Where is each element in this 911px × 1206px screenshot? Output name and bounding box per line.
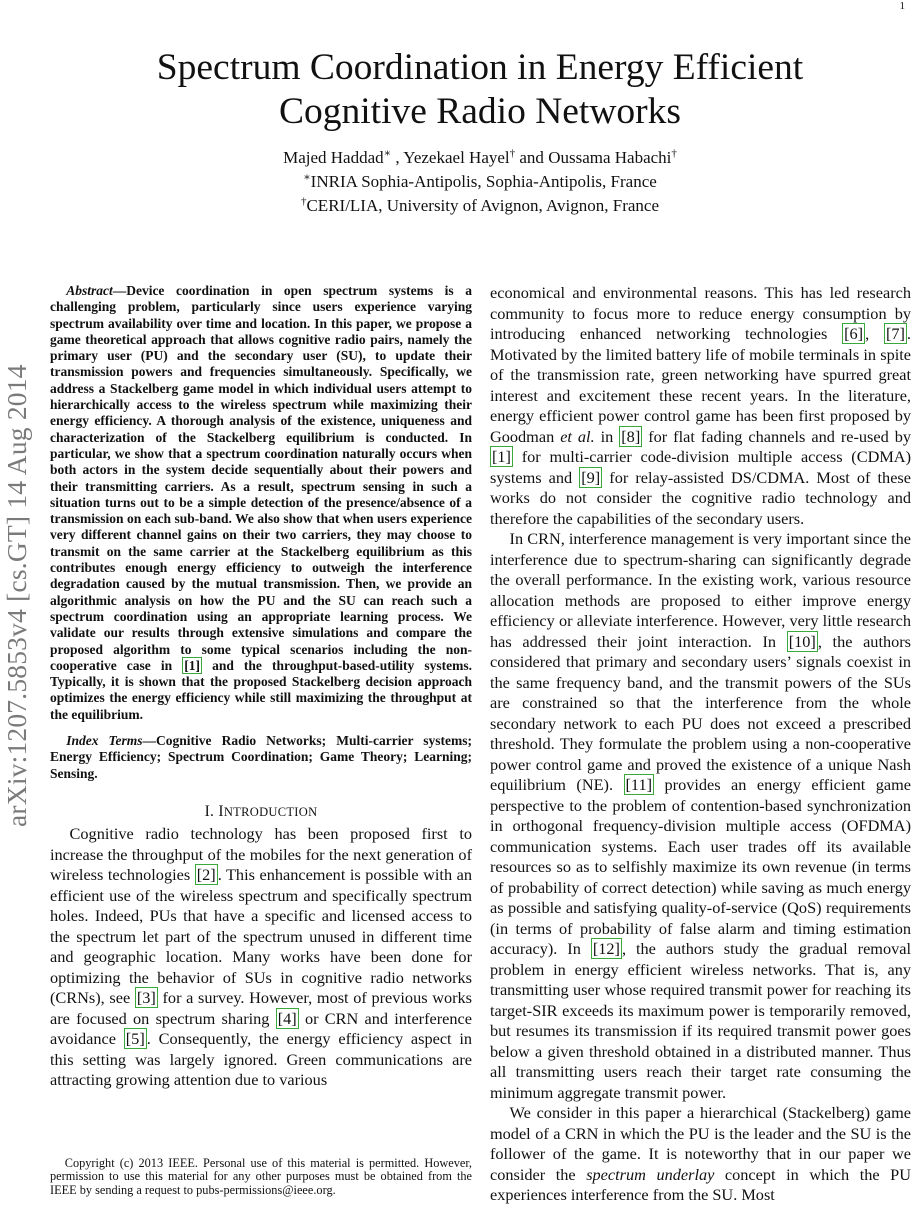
affiliation-mark: ∗ (383, 147, 392, 160)
author-name: Yezekael Hayel (403, 148, 510, 167)
arxiv-identifier-stamp[interactable]: arXiv:1207.5853v4 [cs.GT] 14 Aug 2014 (1, 364, 32, 828)
intro-paragraph-1: Cognitive radio technology has been proposed first to increase the throughput of the mobiles for the next generation of wireless technologies [2] . This enhancement is possible with an efficient use of the wireless spectrum and specifically spectrum holes. Indeed, PUs that have a specific and licensed access to the spectrum let part of the spectrum unused in different time and geographic location. Many works have been done for optimizing the behavior of SUs in cognitive radio networks (CRNs), see [3] for a survey. However, most of previous works are focused on spectrum sharing [4] or CRN and interference avoidance [5] . Consequently, the energy efficiency aspect in this setting was largely ignored. Green communications are attracting growing attention due to various (50, 824, 473, 1090)
title-line-1: Spectrum Coordination in Energy Efficient (156, 47, 804, 88)
copyright-notice: Copyright (c) 2013 IEEE. Personal use of this material is permitted. However, permission to use this material for any other purposes must be obtained from the IEEE by sending a request to pubs-permissions@ieee.org. (50, 1156, 472, 1197)
citation-link[interactable]: [11] (625, 775, 653, 794)
right-column (490, 283, 911, 1206)
author-block (50, 146, 910, 218)
affiliation-mark: † (671, 147, 677, 160)
intro-paragraph-3: We consider in this paper a hierarchical (Stackelberg) game model of a CRN in which the PU is the leader and the SU is the follower of the game. It is noteworthy that in our paper we consider the spectrum underlay concept in which the PU experiences interference from the SU. Most (490, 1103, 911, 1204)
author-name: Majed Haddad (283, 148, 384, 167)
citation-link[interactable]: [1] (492, 447, 511, 466)
affiliation-mark: † (509, 147, 516, 160)
left-column (50, 283, 472, 1091)
citation-link[interactable]: [7] (885, 324, 905, 343)
index-terms-label: Index Terms (66, 733, 143, 749)
intro-paragraph-2: In CRN, interference management is very important since the interference due to spectrum-sharing can significantly degrade the overall performance. In the existing work, various resource allocation methods are proposed to either improve energy efficiency or alleviate interference. However, very little research has addressed their joint interaction. In [10] , the authors considered that primary and secondary users’ signals coexist in the same frequency band, and the transmit powers of the SUs are constrained so that the interference from the whole secondary network to each PU does not exceed a prescribed threshold. They formulate the problem using a non-cooperative power control game and proved the existence of a unique Nash equilibrium (NE). [11] provides an energy efficient game perspective to the problem of contention-based synchronization in orthogonal frequency-division multiple access (OFDMA) communication systems. Each user trades off its available resources so as to selfishly maximize its own revenue (in terms of probability of correct detection) while saving as much energy as possible and satisfying quality-of-service (QoS) requirements (in terms of probability of false alarm and timing estimation accuracy). In [12] , the authors study the gradual removal problem in energy efficient wireless networks. That is, any transmitting user whose required transmit power for reaching its target-SIR exceeds its maximum power is temporarily removed, but resumes its transmission if its required transmit power goes below a given threshold obtained in a distributed manner. Thus all transmitting users reach their target rate consuming the minimum aggregate transmit power. (490, 529, 911, 1102)
citation-link[interactable]: [3] (136, 988, 156, 1008)
author-line: Majed Haddad∗ , Yezekael Hayel† and Oussama Habachi† (283, 147, 677, 167)
citation-link[interactable]: [4] (277, 1008, 297, 1028)
author-name: Oussama Habachi (548, 148, 672, 167)
citation-link[interactable]: [1] (184, 657, 200, 673)
page-number: 1 (899, 0, 905, 12)
affiliation-line: ∗INRIA Sophia-Antipolis, Sophia-Antipolis, France (303, 171, 657, 191)
section-heading-introduction: I. INTRODUCTION (204, 802, 318, 820)
title-line-2: Cognitive Radio Networks (278, 91, 682, 132)
intro-paragraph-1-continued: economical and environmental reasons. This has led research community to focus more to reduce energy consumption by introducing enhanced networking technologies [6] , [7] . Motivated by the limited battery life of mobile terminals in spite of the transmission rate, green networking have spurred great interest and excitement these recent years. In the literature, energy efficient power control game has been first proposed by Goodman et al. in [8] for flat fading channels and re-used by [1] for multi-carrier code-division multiple access (CDMA) systems and [9] for relay-assisted DS/CDMA. Most of these works do not consider the cognitive radio technology and therefore the capabilities of the secondary users. (490, 283, 911, 528)
paper-title (50, 46, 910, 134)
citation-link[interactable]: [9] (581, 467, 601, 487)
citation-link[interactable]: [5] (125, 1029, 145, 1049)
citation-link[interactable]: [2] (196, 865, 216, 885)
citation-link[interactable]: [10] (788, 631, 816, 651)
abstract: Abstract—Device coordination in open spectrum systems is a challenging problem, particularly since users experience varying spectrum availability over time and location. In this paper, we propose a game theoretical approach that allows cognitive radio pairs, namely the primary user (PU) and the secondary user (SU), to update their transmission powers and frequencies simultaneously. Specifically, we address a Stackelberg game model in which individual users attempt to hierarchically access to the wireless spectrum while maximizing their energy efficiency. A thorough analysis of the existence, uniqueness and characterization of the Stackelberg equilibrium is conducted. In particular, we show that a spectrum coordination naturally occurs when both actors in the system decide sequentially about their powers and their transmitting carriers. As a result, spectrum sensing in such a situation turns out to be a simple detection of the presence/absence of a transmission on each sub-band. We also show that when users experience very different channel gains on their two carriers, they may choose to transmit on the same carrier at the Stackelberg equilibrium as this contributes enough energy efficiency to outweigh the interference degradation caused by the mutual transmission. Then, we provide an algorithmic analysis on how the PU and the SU can reach such a spectrum coordination using an appropriate learning process. We validate our results through extensive simulations and compare the proposed algorithm to some typical scenarios including the non-cooperative case in [1] and the throughput-based-utility systems. Typically, it is shown that the proposed Stackelberg decision approach optimizes the energy efficiency while still maximizing the throughput at the equilibrium. (50, 283, 472, 722)
citation-link[interactable]: [8] (621, 426, 641, 446)
affiliation-line: †CERI/LIA, University of Avignon, Avignon, France (300, 195, 660, 215)
abstract-label: Abstract (66, 283, 113, 298)
index-terms: Index Terms—Cognitive Radio Networks; Multi-carrier systems; Energy Efficiency; Spectrum Coordination; Game Theory; Learning; Sensing. (50, 733, 472, 781)
et-al: et al. (560, 426, 595, 446)
citation-link[interactable]: [6] (844, 324, 864, 343)
emphasis: spectrum underlay (586, 1164, 715, 1184)
citation-link[interactable]: [12] (592, 939, 620, 958)
